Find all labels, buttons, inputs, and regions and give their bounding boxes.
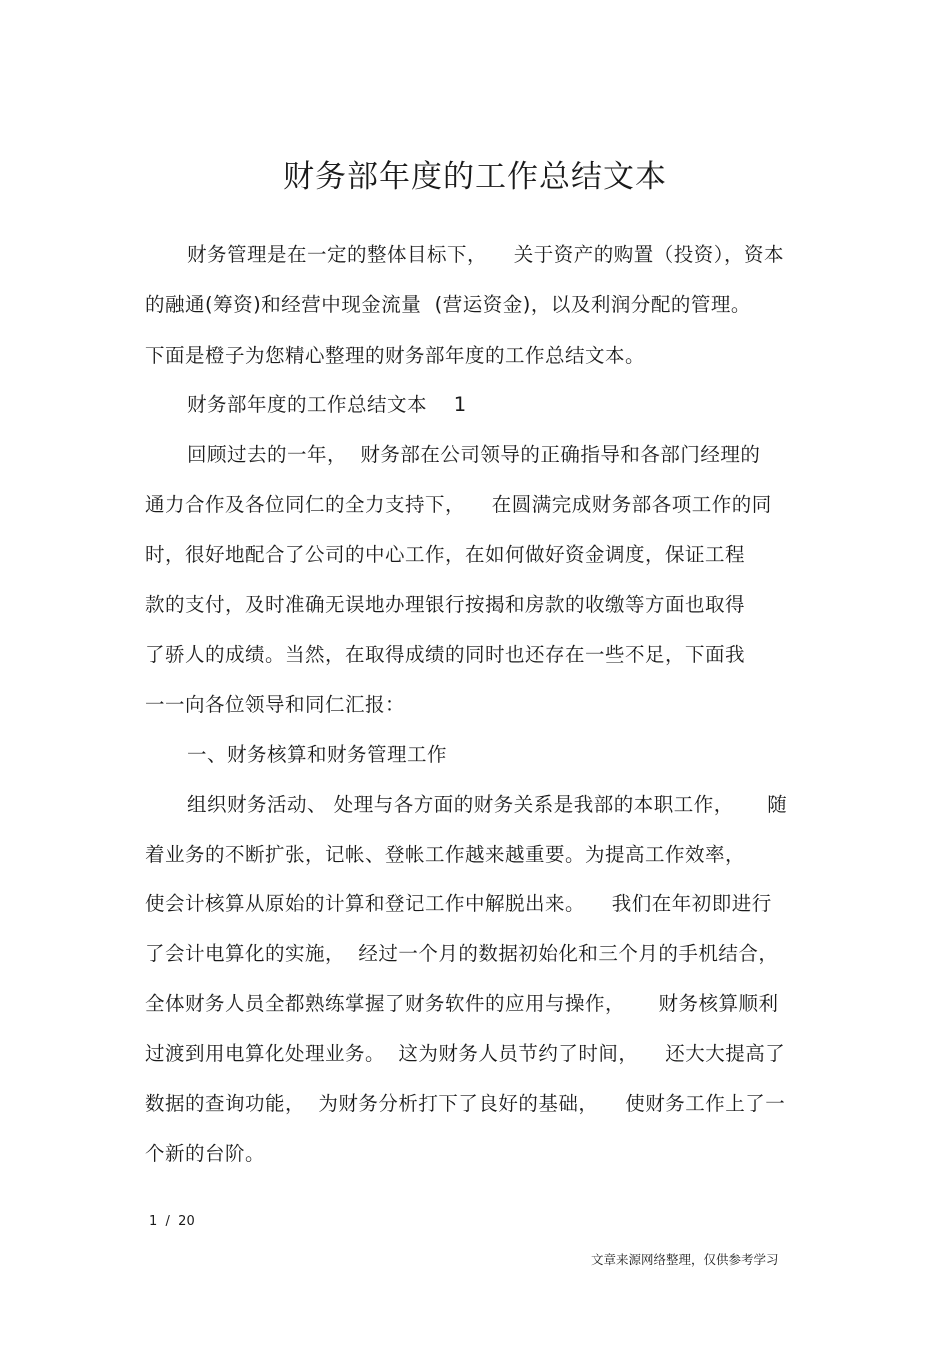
paragraph-line: 数据的查询功能， 为财务分析打下了良好的基础， 使财务工作上了一 (145, 1092, 786, 1115)
paragraph-line: 财务管理是在一定的整体目标下， 关于资产的购置（投资），资本 (187, 243, 785, 266)
paragraph-line: 了会计电算化的实施， 经过一个月的数据初始化和三个月的手机结合， (145, 942, 779, 965)
paragraph-line: 使会计核算从原始的计算和登记工作中解脱出来。 我们在年初即进行 (145, 892, 772, 915)
paragraph-line: 个新的台阶。 (145, 1142, 266, 1165)
paragraph-line: 时，很好地配合了公司的中心工作，在如何做好资金调度，保证工程 (145, 543, 746, 566)
paragraph-line: 了骄人的成绩。当然，在取得成绩的同时也还存在一些不足，下面我 (145, 643, 746, 666)
footer-note: 文章来源网络整理，仅供参考学习 (591, 1252, 779, 1267)
paragraph-line: 组织财务活动、 处理与各方面的财务关系是我部的本职工作， 随 (187, 793, 788, 816)
paragraph-line: 一一向各位领导和同仁汇报： (145, 693, 406, 716)
paragraph-line: 回顾过去的一年， 财务部在公司领导的正确指导和各部门经理的 (187, 443, 761, 466)
page-number: 1 / 20 (149, 1214, 195, 1229)
section-heading: 财务部年度的工作总结文本 1 (187, 393, 467, 416)
paragraph-line: 全体财务人员全都熟练掌握了财务软件的应用与操作， 财务核算顺利 (145, 992, 779, 1015)
paragraph-line: 款的支付，及时准确无误地办理银行按揭和房款的收缴等方面也取得 (145, 593, 746, 616)
paragraph-line: 下面是橙子为您精心整理的财务部年度的工作总结文本。 (145, 344, 646, 367)
paragraph-line: 的融通(筹资)和经营中现金流量 (营运资金)，以及利润分配的管理。 (145, 293, 751, 316)
paragraph-line: 过渡到用电算化处理业务。 这为财务人员节约了时间， 还大大提高了 (145, 1042, 786, 1065)
document-title: 财务部年度的工作总结文本 (283, 159, 667, 195)
paragraph-line: 着业务的不断扩张，记帐、登帐工作越来越重要。为提高工作效率， (145, 843, 746, 866)
paragraph-line: 通力合作及各位同仁的全力支持下， 在圆满完成财务部各项工作的同 (145, 493, 772, 516)
section-heading: 一、财务核算和财务管理工作 (187, 743, 448, 766)
